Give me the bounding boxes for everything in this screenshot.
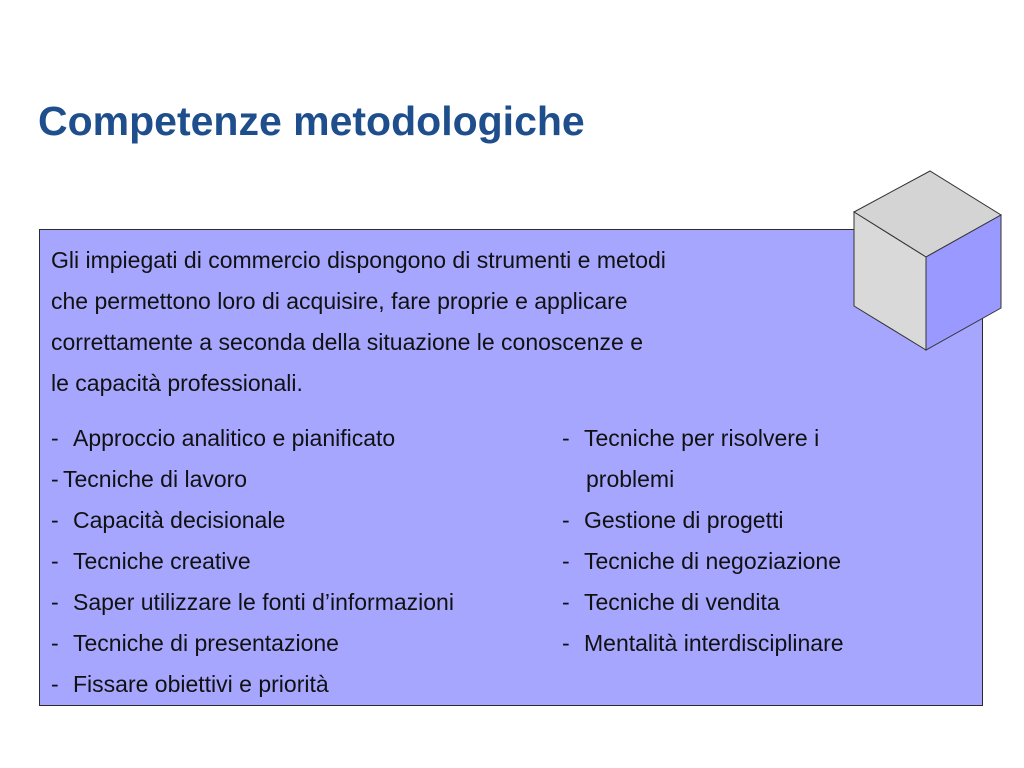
content-box [39,229,983,706]
list-item-label: Gestione di progetti [584,507,784,533]
list-item [562,623,844,664]
dash-marker: - [51,671,59,697]
list-item-continuation [562,459,844,500]
dash-marker: - [51,425,59,451]
list-item [51,664,454,705]
dash-marker: - [562,507,570,533]
list-item [51,459,454,500]
list-item-label: Capacità decisionale [73,507,286,533]
list-item [51,418,454,459]
list-item [51,623,454,664]
list-item [51,541,454,582]
intro-paragraph [51,240,851,404]
slide-title: Competenze metodologiche [38,98,585,144]
dash-marker: - [562,548,570,574]
intro-line: le capacità professionali. [51,370,303,396]
intro-line: Gli impiegati di commercio dispongono di strumenti e metodi [51,247,666,273]
dash-marker: - [51,630,59,656]
dash-marker: - [51,466,59,492]
cube-icon [848,168,1008,354]
intro-line: che permettono loro di acquisire, fare proprie e applicare [51,288,628,314]
dash-marker: - [51,548,59,574]
list-item-label: Tecniche per risolvere i [584,425,820,451]
intro-line: correttamente a seconda della situazione le conoscenze e [51,329,643,355]
list-item [562,500,844,541]
list-item [51,582,454,623]
list-item [562,582,844,623]
dash-marker: - [562,589,570,615]
list-item-label: Approccio analitico e pianificato [73,425,396,451]
list-item [562,541,844,582]
list-item-label: Tecniche di negoziazione [584,548,842,574]
list-item-label: Tecniche di presentazione [73,630,339,656]
right-list [562,418,844,664]
list-item-label: problemi [586,466,675,492]
left-list [51,418,454,705]
list-item-label: Saper utilizzare le fonti d’informazioni [73,589,454,615]
dash-marker: - [562,425,570,451]
dash-marker: - [51,589,59,615]
dash-marker: - [562,630,570,656]
list-item-label: Tecniche di lavoro [63,466,248,492]
list-item-label: Tecniche creative [73,548,251,574]
list-item-label: Fissare obiettivi e priorità [73,671,329,697]
list-item-label: Mentalità interdisciplinare [584,630,844,656]
list-item [51,500,454,541]
list-item-label: Tecniche di vendita [584,589,780,615]
dash-marker: - [51,507,59,533]
list-item [562,418,844,459]
